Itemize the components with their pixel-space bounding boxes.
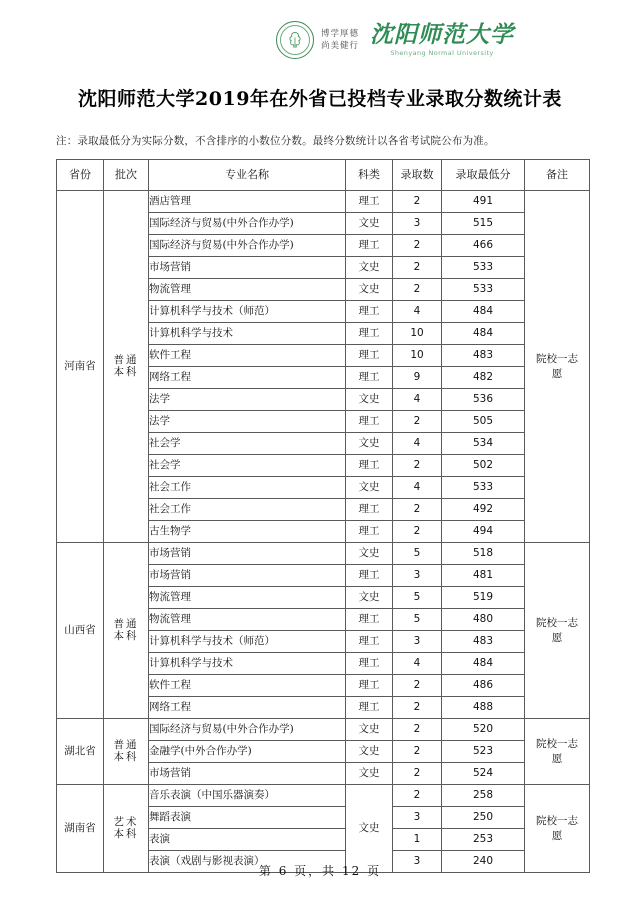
cell-remark: 院校一志愿	[525, 191, 590, 543]
university-crest-icon	[276, 21, 314, 59]
cell-min-score: 536	[442, 389, 525, 411]
cell-remark: 院校一志愿	[525, 785, 590, 873]
cell-min-score: 523	[442, 741, 525, 763]
cell-subject-type: 文史	[346, 279, 393, 301]
cell-major-name: 舞蹈表演	[149, 807, 346, 829]
cell-subject-type: 理工	[346, 367, 393, 389]
cell-subject-type: 文史	[346, 213, 393, 235]
cell-min-score: 484	[442, 653, 525, 675]
cell-major-name: 音乐表演（中国乐器演奏）	[149, 785, 346, 807]
cell-subject-type: 文史	[346, 785, 393, 873]
cell-admitted-count: 2	[393, 741, 442, 763]
page-title: 沈阳师范大学2019年在外省已投档专业录取分数统计表	[78, 88, 562, 110]
cell-province: 湖北省	[57, 719, 104, 785]
cell-major-name: 网络工程	[149, 697, 346, 719]
cell-batch: 普通本科	[104, 543, 149, 719]
cell-admitted-count: 3	[393, 631, 442, 653]
cell-min-score: 240	[442, 851, 525, 873]
cell-admitted-count: 2	[393, 763, 442, 785]
university-logo	[276, 21, 514, 59]
cell-major-name: 酒店管理	[149, 191, 346, 213]
cell-subject-type: 理工	[346, 565, 393, 587]
university-name-block	[370, 20, 514, 58]
cell-min-score: 533	[442, 257, 525, 279]
cell-subject-type: 文史	[346, 741, 393, 763]
cell-admitted-count: 4	[393, 653, 442, 675]
column-header-type: 科类	[346, 160, 393, 191]
cell-admitted-count: 5	[393, 587, 442, 609]
cell-remark: 院校一志愿	[525, 719, 590, 785]
cell-major-name: 物流管理	[149, 279, 346, 301]
table-row	[57, 543, 590, 565]
motto-line-1: 博学厚德	[320, 28, 359, 39]
score-table-container	[0, 159, 640, 873]
cell-major-name: 物流管理	[149, 587, 346, 609]
cell-admitted-count: 9	[393, 367, 442, 389]
cell-subject-type: 文史	[346, 433, 393, 455]
cell-province: 山西省	[57, 543, 104, 719]
cell-min-score: 520	[442, 719, 525, 741]
cell-min-score: 466	[442, 235, 525, 257]
cell-batch: 普通本科	[104, 191, 149, 543]
cell-major-name: 市场营销	[149, 763, 346, 785]
cell-major-name: 市场营销	[149, 257, 346, 279]
cell-admitted-count: 2	[393, 785, 442, 807]
cell-major-name: 表演（戏剧与影视表演）	[149, 851, 346, 873]
cell-admitted-count: 2	[393, 455, 442, 477]
cell-min-score: 519	[442, 587, 525, 609]
cell-subject-type: 理工	[346, 411, 393, 433]
cell-admitted-count: 3	[393, 213, 442, 235]
cell-major-name: 古生物学	[149, 521, 346, 543]
cell-min-score: 518	[442, 543, 525, 565]
cell-major-name: 计算机科学与技术	[149, 653, 346, 675]
cell-subject-type: 理工	[346, 675, 393, 697]
cell-subject-type: 理工	[346, 301, 393, 323]
cell-admitted-count: 2	[393, 521, 442, 543]
column-header-major: 专业名称	[149, 160, 346, 191]
university-motto	[321, 28, 359, 53]
cell-admitted-count: 5	[393, 609, 442, 631]
cell-min-score: 250	[442, 807, 525, 829]
cell-min-score: 534	[442, 433, 525, 455]
cell-min-score: 533	[442, 477, 525, 499]
cell-admitted-count: 4	[393, 301, 442, 323]
table-head	[57, 160, 590, 191]
cell-admitted-count: 2	[393, 697, 442, 719]
cell-subject-type: 理工	[346, 697, 393, 719]
cell-subject-type: 理工	[346, 521, 393, 543]
cell-major-name: 市场营销	[149, 565, 346, 587]
cell-min-score: 258	[442, 785, 525, 807]
cell-admitted-count: 2	[393, 675, 442, 697]
cell-min-score: 488	[442, 697, 525, 719]
cell-subject-type: 文史	[346, 257, 393, 279]
table-header-row	[57, 160, 590, 191]
cell-major-name: 社会工作	[149, 499, 346, 521]
cell-major-name: 物流管理	[149, 609, 346, 631]
cell-major-name: 社会工作	[149, 477, 346, 499]
cell-subject-type: 文史	[346, 763, 393, 785]
column-header-batch: 批次	[104, 160, 149, 191]
cell-major-name: 国际经济与贸易(中外合作办学)	[149, 213, 346, 235]
page-footer: 第 6 页，共 12 页	[258, 864, 382, 878]
cell-subject-type: 理工	[346, 455, 393, 477]
cell-admitted-count: 2	[393, 719, 442, 741]
cell-min-score: 253	[442, 829, 525, 851]
cell-major-name: 国际经济与贸易(中外合作办学)	[149, 235, 346, 257]
cell-admitted-count: 4	[393, 433, 442, 455]
cell-admitted-count: 2	[393, 257, 442, 279]
cell-min-score: 494	[442, 521, 525, 543]
university-name-cn: 沈阳师范大学	[370, 20, 514, 48]
cell-min-score: 515	[442, 213, 525, 235]
cell-admitted-count: 10	[393, 323, 442, 345]
cell-province: 湖南省	[57, 785, 104, 873]
cell-subject-type: 理工	[346, 631, 393, 653]
column-header-score: 录取最低分	[442, 160, 525, 191]
cell-admitted-count: 5	[393, 543, 442, 565]
tree-emblem-icon	[285, 30, 305, 50]
cell-min-score: 533	[442, 279, 525, 301]
cell-subject-type: 理工	[346, 345, 393, 367]
cell-min-score: 491	[442, 191, 525, 213]
cell-min-score: 483	[442, 631, 525, 653]
cell-min-score: 524	[442, 763, 525, 785]
page-note: 注：录取最低分为实际分数，不含排序的小数位分数。最终分数统计以各省考试院公布为准。	[56, 135, 495, 147]
cell-admitted-count: 3	[393, 851, 442, 873]
cell-batch: 艺术本科	[104, 785, 149, 873]
university-name-en: Shenyang Normal University	[390, 49, 494, 58]
cell-major-name: 表演	[149, 829, 346, 851]
cell-subject-type: 理工	[346, 235, 393, 257]
cell-subject-type: 文史	[346, 477, 393, 499]
column-header-count: 录取数	[393, 160, 442, 191]
table-row	[57, 719, 590, 741]
table-body	[57, 191, 590, 873]
cell-subject-type: 文史	[346, 587, 393, 609]
document-header	[0, 0, 640, 72]
cell-min-score: 492	[442, 499, 525, 521]
cell-admitted-count: 2	[393, 499, 442, 521]
motto-line-2: 尚美健行	[320, 41, 359, 51]
cell-batch: 普通本科	[104, 719, 149, 785]
table-row	[57, 191, 590, 213]
cell-min-score: 484	[442, 301, 525, 323]
cell-min-score: 486	[442, 675, 525, 697]
cell-subject-type: 理工	[346, 191, 393, 213]
cell-major-name: 社会学	[149, 433, 346, 455]
cell-subject-type: 文史	[346, 389, 393, 411]
cell-major-name: 社会学	[149, 455, 346, 477]
cell-subject-type: 理工	[346, 609, 393, 631]
cell-admitted-count: 3	[393, 565, 442, 587]
cell-major-name: 软件工程	[149, 675, 346, 697]
cell-min-score: 482	[442, 367, 525, 389]
cell-major-name: 网络工程	[149, 367, 346, 389]
cell-major-name: 国际经济与贸易(中外合作办学)	[149, 719, 346, 741]
cell-min-score: 480	[442, 609, 525, 631]
cell-major-name: 法学	[149, 411, 346, 433]
cell-admitted-count: 2	[393, 191, 442, 213]
cell-major-name: 软件工程	[149, 345, 346, 367]
cell-admitted-count: 2	[393, 411, 442, 433]
cell-admitted-count: 10	[393, 345, 442, 367]
cell-major-name: 计算机科学与技术	[149, 323, 346, 345]
cell-admitted-count: 1	[393, 829, 442, 851]
cell-major-name: 计算机科学与技术（师范）	[149, 301, 346, 323]
cell-admitted-count: 4	[393, 477, 442, 499]
cell-subject-type: 理工	[346, 323, 393, 345]
cell-subject-type: 理工	[346, 653, 393, 675]
cell-min-score: 505	[442, 411, 525, 433]
column-header-province: 省份	[57, 160, 104, 191]
table-row	[57, 785, 590, 807]
cell-min-score: 502	[442, 455, 525, 477]
cell-major-name: 法学	[149, 389, 346, 411]
cell-min-score: 481	[442, 565, 525, 587]
cell-subject-type: 文史	[346, 719, 393, 741]
cell-admitted-count: 3	[393, 807, 442, 829]
column-header-remark: 备注	[525, 160, 590, 191]
cell-min-score: 483	[442, 345, 525, 367]
cell-admitted-count: 2	[393, 279, 442, 301]
cell-min-score: 484	[442, 323, 525, 345]
cell-admitted-count: 2	[393, 235, 442, 257]
cell-major-name: 市场营销	[149, 543, 346, 565]
cell-subject-type: 文史	[346, 543, 393, 565]
cell-subject-type: 理工	[346, 499, 393, 521]
cell-major-name: 计算机科学与技术（师范）	[149, 631, 346, 653]
cell-major-name: 金融学(中外合作办学)	[149, 741, 346, 763]
admission-score-table	[56, 159, 590, 873]
cell-remark: 院校一志愿	[525, 543, 590, 719]
cell-admitted-count: 4	[393, 389, 442, 411]
cell-province: 河南省	[57, 191, 104, 543]
